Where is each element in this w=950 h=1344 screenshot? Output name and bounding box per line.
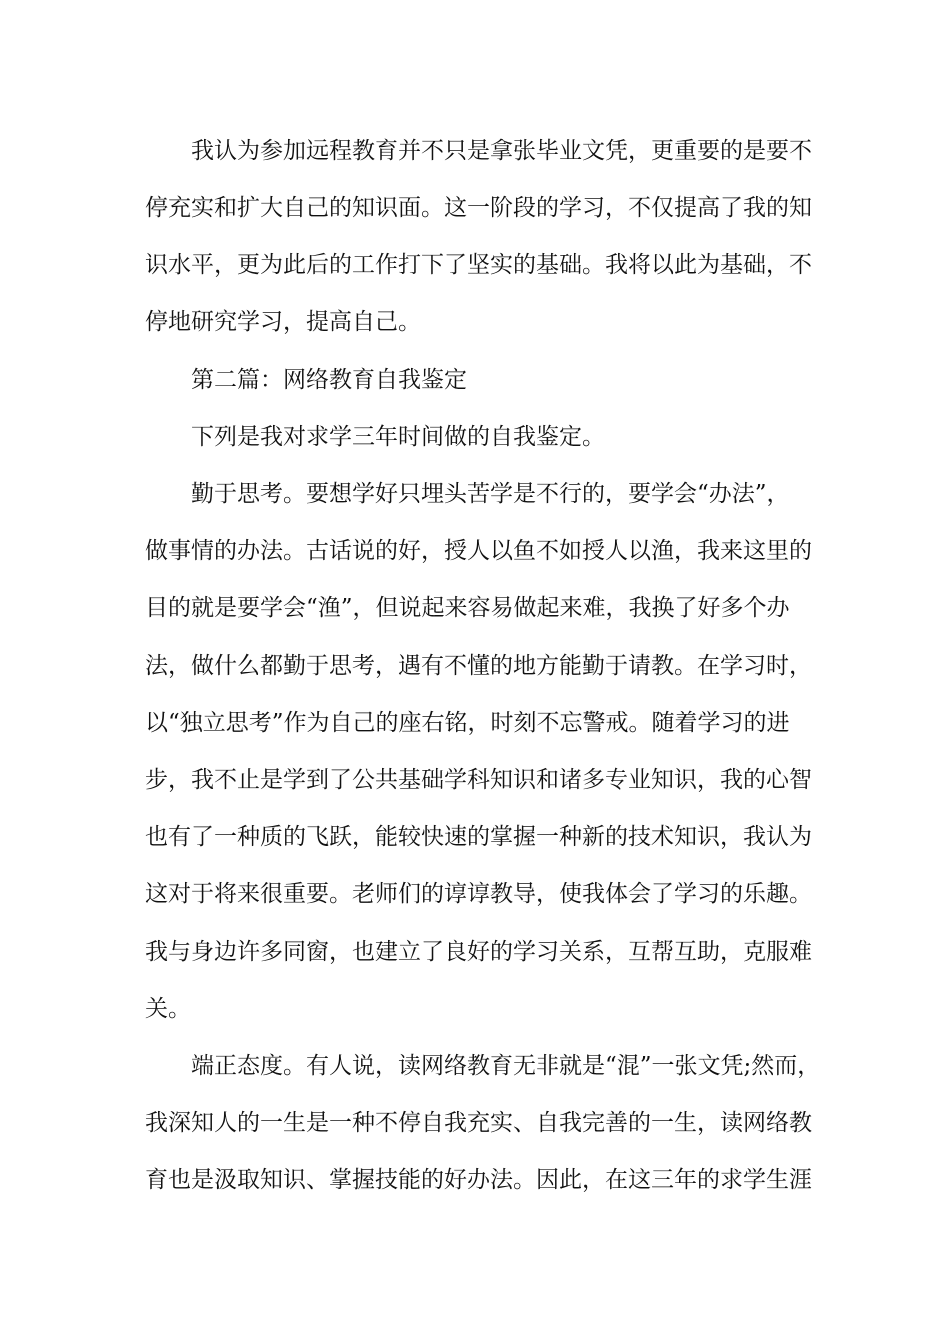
paragraph-line: 勤于思考。要想学好只埋头苦学是不行的，要学会“办法”，	[191, 481, 790, 507]
paragraph-line: 端正态度。有人说，读网络教育无非就是“混”一张文凭;然而，	[191, 1053, 821, 1079]
paragraph-line: 以“独立思考”作为自己的座右铭，时刻不忘警戒。随着学习的进	[145, 710, 790, 736]
paragraph-line: 做事情的办法。古话说的好，授人以鱼不如授人以渔，我来这里的	[145, 538, 812, 564]
paragraph-line: 步，我不止是学到了公共基础学科知识和诸多专业知识，我的心智	[145, 767, 812, 793]
paragraph-line: 我深知人的一生是一种不停自我充实、自我完善的一生，读网络教	[145, 1110, 812, 1136]
paragraph-line: 停充实和扩大自己的知识面。这一阶段的学习，不仅提高了我的知	[145, 195, 812, 221]
paragraph-line: 我认为参加远程教育并不只是拿张毕业文凭，更重要的是要不	[191, 138, 812, 164]
paragraph-line: 识水平，更为此后的工作打下了坚实的基础。我将以此为基础，不	[145, 252, 812, 278]
paragraph-line: 我与身边许多同窗，也建立了良好的学习关系，互帮互助，克服难	[145, 939, 812, 965]
paragraph-line: 也有了一种质的飞跃，能较快速的掌握一种新的技术知识，我认为	[145, 824, 812, 850]
paragraph-line: 目的就是要学会“渔”，但说起来容易做起来难，我换了好多个办	[145, 595, 790, 621]
paragraph-line: 育也是汲取知识、掌握技能的好办法。因此，在这三年的求学生涯	[145, 1167, 812, 1193]
section-heading: 第二篇：网络教育自我鉴定	[191, 367, 467, 393]
paragraph-line: 停地研究学习，提高自己。	[145, 309, 421, 335]
paragraph-line: 这对于将来很重要。老师们的谆谆教导，使我体会了学习的乐趣。	[145, 881, 812, 907]
paragraph-line: 下列是我对求学三年时间做的自我鉴定。	[191, 424, 605, 450]
paragraph-line: 关。	[145, 996, 191, 1022]
paragraph-line: 法，做什么都勤于思考，遇有不懂的地方能勤于请教。在学习时，	[145, 653, 812, 679]
